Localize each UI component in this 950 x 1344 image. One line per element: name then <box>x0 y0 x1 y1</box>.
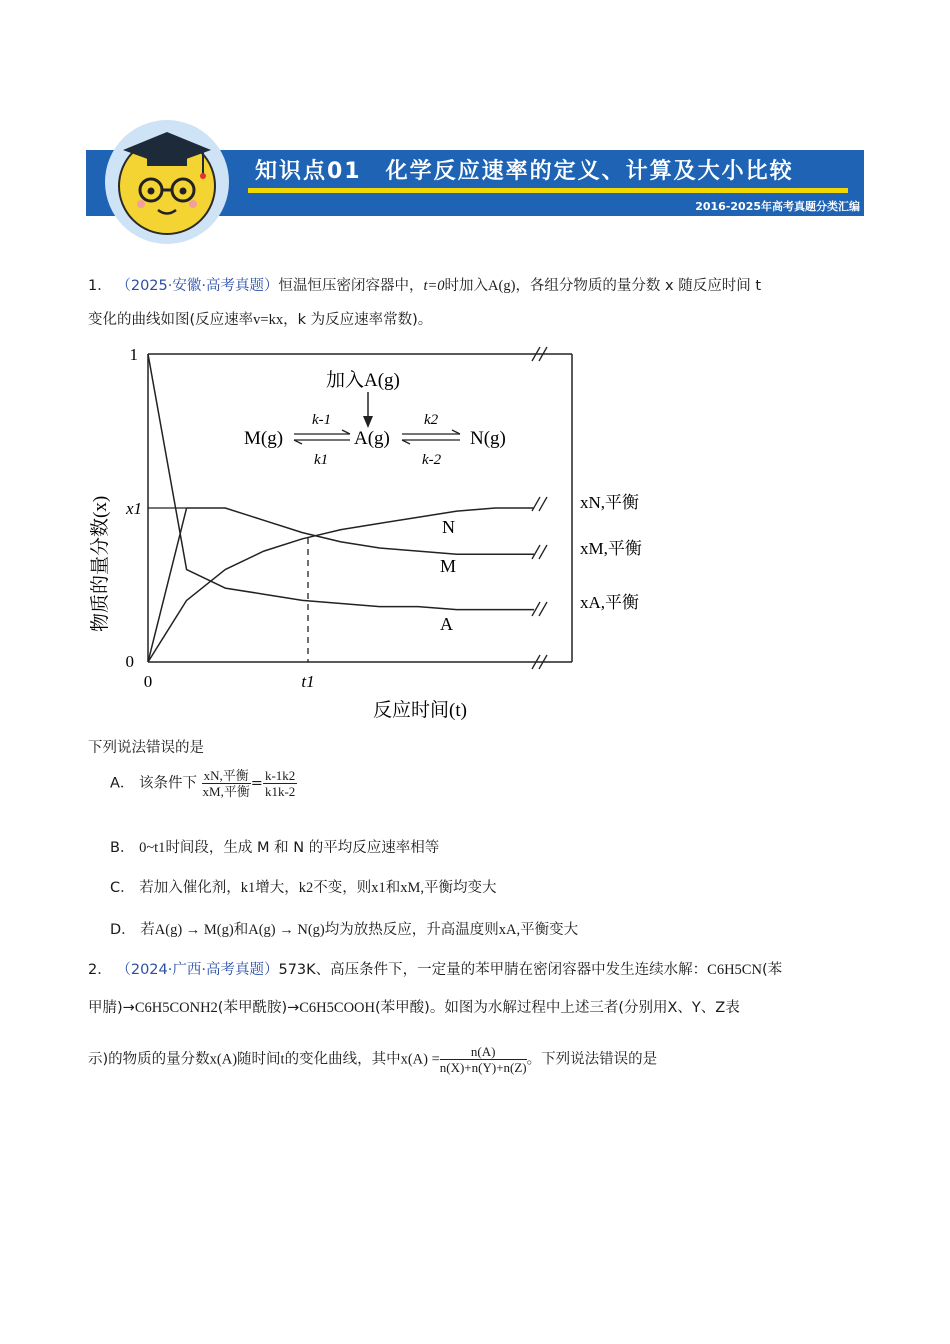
q2-line2 <box>88 998 740 1018</box>
q2-f3: C6H5COOH <box>299 1000 375 1016</box>
ytick-x1: x1 <box>126 499 143 518</box>
q2-line1a: 573K、高压条件下，一定量的苯甲腈在密闭容器中发生连续水解： <box>278 962 708 978</box>
scheme-add: 加入A(g) <box>326 370 400 391</box>
option-a[interactable]: A． 该条件下 $\frac{\text{xN,平衡}}{\text{xM,平衡}}$ = $\frac{k-1k2}{k1k-2}$ <box>110 768 296 799</box>
scheme-m: M(g) <box>244 428 284 449</box>
break-mark <box>532 545 540 559</box>
option-a-den: xM,平衡 <box>202 784 250 799</box>
q1-source: （2025·安徽·高考真题） <box>116 278 279 294</box>
q2-line1b: (苯 <box>761 962 783 978</box>
q2-f1: C6H5CN <box>707 962 762 978</box>
option-d-r1: A(g) → M(g) <box>154 922 234 938</box>
xtick-t1: t1 <box>301 672 315 691</box>
option-d-b: 和 <box>233 922 249 938</box>
q2-line2c: (苯甲酸)。如图为水解过程中上述三者(分别用X、Y、Z表 <box>375 1000 740 1016</box>
scheme-k2: k2 <box>424 412 439 428</box>
option-d-d: 变大 <box>549 922 579 938</box>
break-mark <box>539 545 547 559</box>
eq-label-1: xM,平衡 <box>580 539 642 558</box>
xtick-0: 0 <box>143 672 153 691</box>
y-axis-label: 物质的量分数(x) <box>90 495 111 632</box>
q1-stem-b: 时加入 <box>444 278 489 294</box>
q1-stem-c: ，各组分物质的量分数 x 随反应时间 t <box>515 278 762 294</box>
series-A <box>148 354 534 610</box>
q2-line3a: 示)的物质的量分数 <box>88 1051 210 1068</box>
eq-label-0: xN,平衡 <box>580 493 640 512</box>
scheme-k-2: k-2 <box>422 452 442 468</box>
q1-line2a: 变化的曲线如图(反应速率 <box>88 312 254 328</box>
chart-labels <box>89 345 642 721</box>
option-d-c: 均为放热反应，升高温度则 <box>324 922 499 938</box>
q2-source: （2024·广西·高考真题） <box>116 962 279 978</box>
q2-line2b: (苯甲酰胺)→ <box>217 1000 300 1016</box>
q1-t0: t=0 <box>423 278 445 294</box>
option-a-label: A． <box>110 775 135 792</box>
option-a-frac1 <box>202 768 251 799</box>
scheme-k-1: k-1 <box>312 412 332 428</box>
q2-t: t <box>280 1051 285 1068</box>
option-a-text: 该条件下 <box>139 775 198 792</box>
option-a-num: xN,平衡 <box>203 768 249 783</box>
break-mark <box>539 497 547 511</box>
option-c-a: 若加入催化剂， <box>139 880 241 896</box>
curve-label-A: A <box>440 614 453 634</box>
q2-line3d: 。下列说法错误的是 <box>526 1051 658 1068</box>
q2-line3 <box>88 1044 657 1075</box>
scheme-a: A(g) <box>354 428 390 449</box>
header-underline <box>248 188 848 193</box>
q1-line1 <box>88 276 761 296</box>
mascot-icon <box>103 118 231 246</box>
q1-rate: v=kx <box>253 312 284 328</box>
option-a-frac2 <box>263 768 297 799</box>
q2-frac <box>440 1044 527 1075</box>
x-axis-label: 反应时间(t) <box>373 700 467 721</box>
ytick-1: 1 <box>129 345 138 364</box>
series-N <box>148 508 534 662</box>
option-b-text: 时间段，生成 M 和 N 的平均反应速率相等 <box>165 840 440 856</box>
option-c-b: 增大， <box>255 880 299 896</box>
q1-stem-a: 恒温恒压密闭容器中， <box>278 278 424 294</box>
option-d-a: 若 <box>140 922 155 938</box>
q2-xeq: x(A) = <box>400 1051 440 1068</box>
option-d-r2: A(g) → N(g) <box>248 922 325 938</box>
scheme-arrowhead <box>363 416 373 428</box>
option-c-xm: xM,平衡 <box>400 880 454 896</box>
q1-line2b: ，k 为反应速率常数)。 <box>283 312 433 328</box>
page-subtitle: 2016-2025年高考真题分类汇编 <box>695 200 860 213</box>
scheme-n: N(g) <box>470 428 506 449</box>
option-c[interactable] <box>110 876 497 897</box>
option-c-c: 不变，则 <box>313 880 372 896</box>
option-d-xa: xA,平衡 <box>498 922 550 938</box>
q1-ag: A(g) <box>488 278 516 294</box>
option-c-x1: x1 <box>371 880 386 896</box>
option-d[interactable] <box>110 918 578 939</box>
q2-line1 <box>88 960 782 980</box>
q2-f2: C6H5CONH2 <box>134 1000 218 1016</box>
scheme-k1: k1 <box>314 452 329 468</box>
curve-label-N: N <box>442 517 455 537</box>
q1-chart <box>86 340 666 730</box>
q2-num: n(A) <box>440 1044 527 1060</box>
ytick-0: 0 <box>125 652 134 671</box>
option-b[interactable] <box>110 836 439 857</box>
option-a-rnum: k-1k2 <box>264 768 296 783</box>
page-title: 知识点01 化学反应速率的定义、计算及大小比较 <box>255 159 794 184</box>
q2-line3b: 随时间 <box>237 1051 281 1068</box>
q2-line3c: 的变化曲线，其中 <box>284 1051 401 1068</box>
q2-line2a: 甲腈)→ <box>88 1000 135 1016</box>
eq-label-2: xA,平衡 <box>580 593 640 612</box>
q2-den: n(X)+n(Y)+n(Z) <box>439 1060 527 1075</box>
q2-number: 2． <box>88 962 112 978</box>
option-c-e: 均变大 <box>453 880 497 896</box>
break-mark <box>539 602 547 616</box>
q2-xa: x(A) <box>209 1051 238 1068</box>
q1-ask: 下列说法错误的是 <box>88 740 204 756</box>
q1-number: 1． <box>88 278 112 294</box>
curve-label-M: M <box>440 556 457 576</box>
option-b-math: 0~t1 <box>139 840 166 856</box>
option-d-label: D． <box>110 922 136 938</box>
option-a-rden: k1k-2 <box>264 784 296 799</box>
chart-series <box>148 354 534 662</box>
break-mark <box>532 497 540 511</box>
q1-line2 <box>88 310 432 330</box>
option-c-label: C． <box>110 880 135 896</box>
option-c-k2: k2 <box>298 880 314 896</box>
option-c-d: 和 <box>385 880 401 896</box>
option-c-k1: k1 <box>240 880 256 896</box>
option-b-label: B． <box>110 840 135 856</box>
